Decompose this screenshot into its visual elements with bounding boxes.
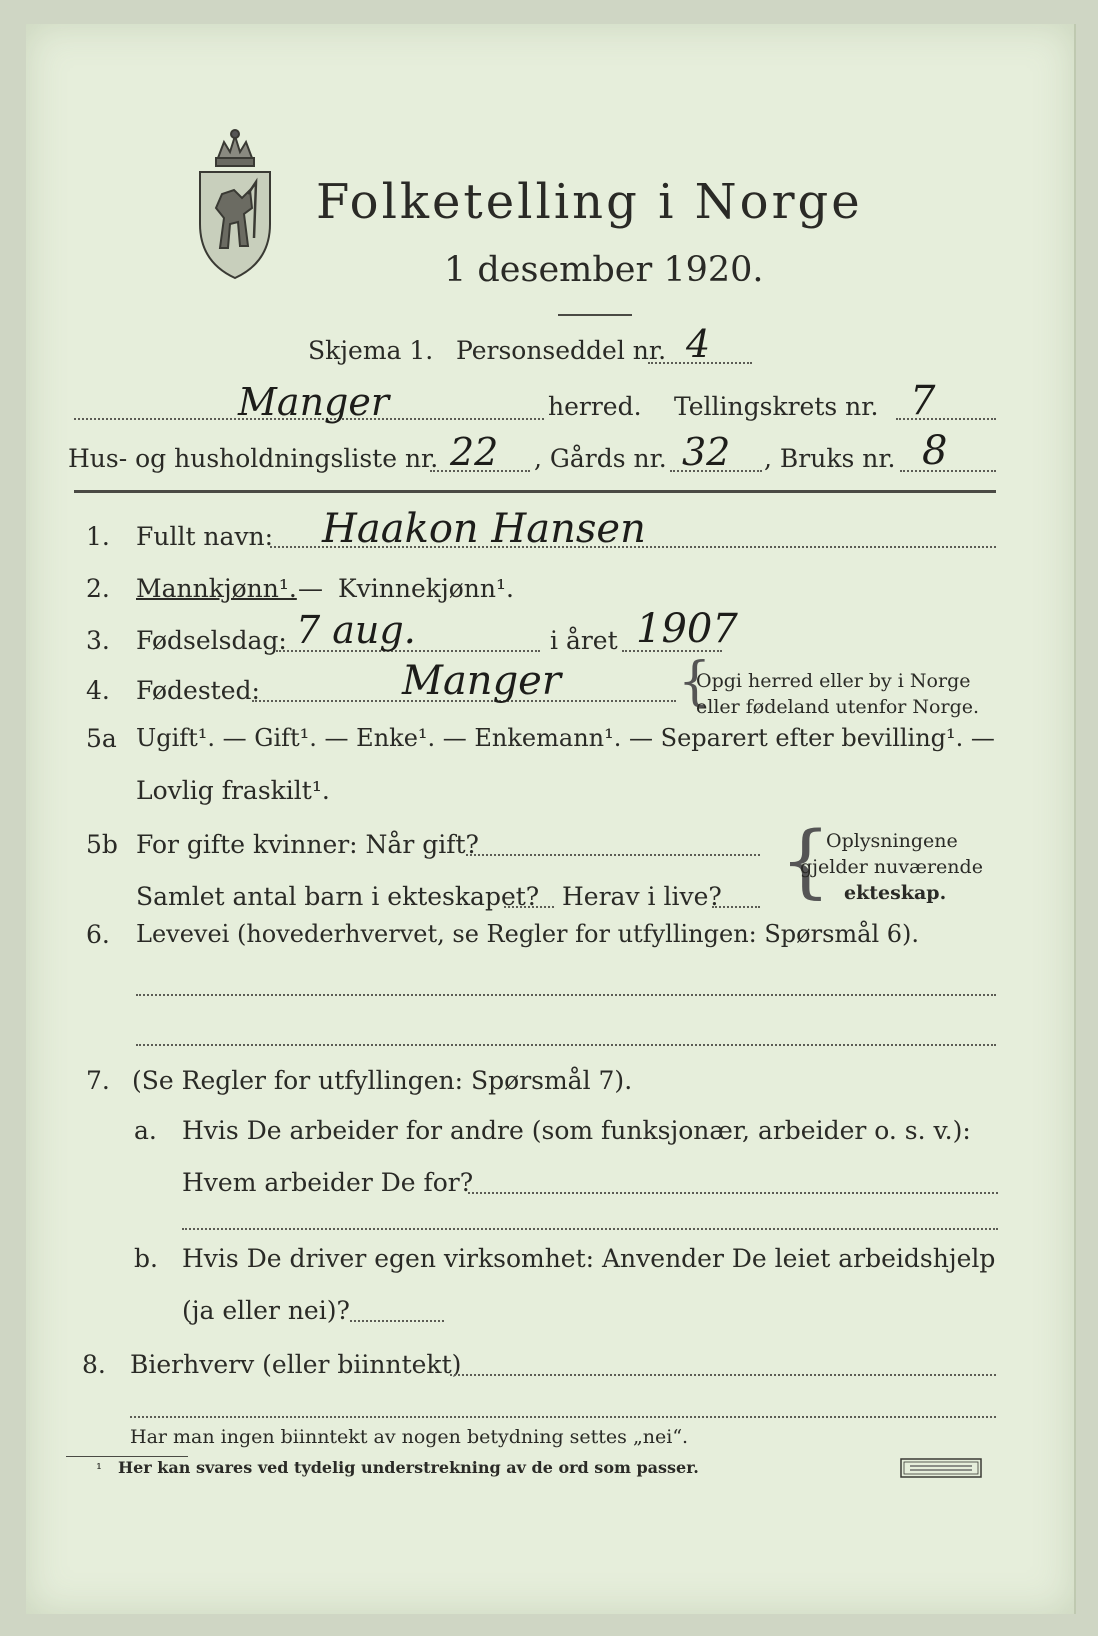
q4-note-line1: Opgi herred eller by i Norge <box>696 670 971 692</box>
q6-label: Levevei (hovederhvervet, se Regler for utfyllingen: Spørsmål 6). <box>136 920 920 948</box>
q5b-note-line3: ekteskap. <box>844 882 947 904</box>
bruks-value[interactable]: 8 <box>922 428 948 474</box>
husliste-value[interactable]: 22 <box>450 430 499 474</box>
gards-value[interactable]: 32 <box>682 430 731 474</box>
q6-line1 <box>136 994 996 996</box>
q7a-answer-line2 <box>182 1228 998 1230</box>
header-divider <box>74 490 996 493</box>
title-divider <box>558 314 632 316</box>
q8-answer-line2 <box>130 1416 996 1418</box>
bruks-label: , Bruks nr. <box>764 444 896 473</box>
q5a-number: 5a <box>86 724 117 753</box>
tellingskrets-label: Tellingskrets nr. <box>674 392 879 421</box>
q5b-children-line <box>504 906 554 908</box>
q6-number: 6. <box>86 920 110 949</box>
q5b-note-line2: gjelder nuværende <box>800 856 983 878</box>
q2-separator: — <box>298 574 323 603</box>
q7b-answer-line <box>350 1320 444 1322</box>
birth-year-value[interactable]: 1907 <box>636 606 738 652</box>
q1-number: 1. <box>86 522 110 551</box>
footnote-text: Her kan svares ved tydelig understrekning av de ord som passer. <box>118 1458 699 1477</box>
footnote-divider <box>66 1456 188 1457</box>
q7-number: 7. <box>86 1066 110 1095</box>
q3-number: 3. <box>86 626 110 655</box>
q7b-line1: Hvis De driver egen virksomhet: Anvender De leiet arbeidshjelp <box>182 1244 996 1273</box>
full-name-value[interactable]: Haakon Hansen <box>322 506 646 552</box>
husliste-label: Hus- og husholdningsliste nr. <box>68 444 439 473</box>
q7a-answer-line1 <box>468 1192 998 1194</box>
q5b-number: 5b <box>86 830 118 859</box>
skjema-label: Skjema 1. <box>308 336 434 365</box>
q4-brace: { <box>678 652 712 712</box>
q3-label: Fødselsdag: <box>136 626 287 655</box>
herred-value[interactable]: Manger <box>238 380 390 424</box>
q5b-alive-label: Herav i live? <box>562 882 722 911</box>
q7a-line2: Hvem arbeider De for? <box>182 1168 474 1197</box>
q4-number: 4. <box>86 676 110 705</box>
q4-label: Fødested: <box>136 676 260 705</box>
census-date: 1 desember 1920. <box>444 250 764 290</box>
q8-label: Bierhverv (eller biinntekt) <box>130 1350 462 1379</box>
q1-label: Fullt navn: <box>136 522 274 551</box>
marital-status-options[interactable]: Ugift¹. — Gift¹. — Enke¹. — Enkemann¹. — Separert efter bevilling¹. — <box>136 724 995 752</box>
form-title: Folketelling i Norge <box>316 174 863 230</box>
gender-female-option[interactable]: Kvinnekjønn¹. <box>338 574 514 603</box>
birthplace-value[interactable]: Manger <box>402 658 561 704</box>
marital-status-divorced[interactable]: Lovlig fraskilt¹. <box>136 776 330 805</box>
q5b-note-line1: Oplysningene <box>826 830 958 852</box>
gender-male-option[interactable]: Mannkjønn¹. <box>136 574 297 603</box>
q8-note: Har man ingen biinntekt av nogen betydning settes „nei“. <box>130 1426 689 1448</box>
bruks-line <box>900 470 996 472</box>
birth-date-value[interactable]: 7 aug. <box>296 608 416 652</box>
q4-note-line2: eller fødeland utenfor Norge. <box>696 696 980 718</box>
personseddel-value[interactable]: 4 <box>686 322 711 366</box>
q7a-letter: a. <box>134 1116 157 1145</box>
q7b-letter: b. <box>134 1244 158 1273</box>
q5b-when-married-label: For gifte kvinner: Når gift? <box>136 830 479 859</box>
q7b-line2: (ja eller nei)? <box>182 1296 350 1325</box>
tellingskrets-value[interactable]: 7 <box>910 378 936 424</box>
printer-stamp-icon <box>900 1458 982 1478</box>
q7-label: (Se Regler for utfyllingen: Spørsmål 7). <box>132 1066 633 1095</box>
herred-label: herred. <box>548 392 642 421</box>
q5b-alive-line <box>712 906 760 908</box>
q6-line2 <box>136 1044 996 1046</box>
norway-coat-of-arms-icon <box>190 128 280 282</box>
footnote-mark: ¹ <box>96 1460 103 1478</box>
q5b-when-married-line <box>466 854 760 856</box>
q8-number: 8. <box>82 1350 106 1379</box>
q3-year-label: i året <box>550 626 618 655</box>
q2-number: 2. <box>86 574 110 603</box>
census-form-sheet <box>26 24 1076 1614</box>
q8-answer-line1 <box>450 1374 996 1376</box>
q5b-brace: { <box>780 814 831 907</box>
q7a-line1: Hvis De arbeider for andre (som funksjonær, arbeider o. s. v.): <box>182 1116 971 1145</box>
gards-label: , Gårds nr. <box>534 444 667 473</box>
q5b-children-label: Samlet antal barn i ekteskapet? <box>136 882 540 911</box>
personseddel-label: Personseddel nr. <box>456 336 667 365</box>
